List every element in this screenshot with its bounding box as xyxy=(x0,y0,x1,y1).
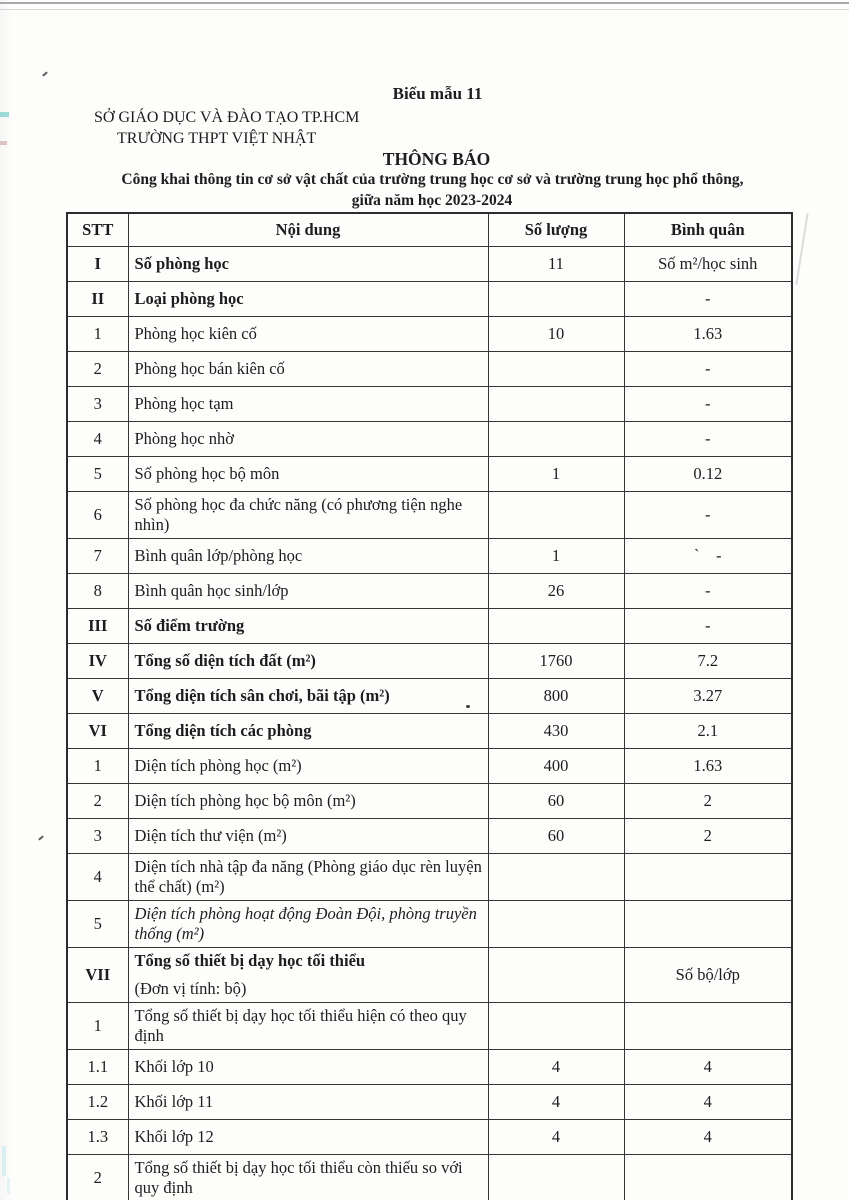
table-row xyxy=(67,784,792,819)
facilities-table-body xyxy=(67,247,792,1200)
table-row xyxy=(67,714,792,749)
scan-artifact-top-line xyxy=(0,2,849,10)
cell-noidung xyxy=(128,644,488,679)
cell-noidung xyxy=(128,819,488,854)
col-header-binhquan: Bình quân xyxy=(624,213,792,247)
cell-stt: 3 xyxy=(67,819,128,854)
cell-binhquan xyxy=(624,1155,792,1200)
form-number-label: Biểu mẫu 11 xyxy=(392,84,483,103)
cell-soluong: 10 xyxy=(488,317,624,352)
cell-stt: I xyxy=(67,247,128,282)
scan-mark-tick-middle xyxy=(38,835,44,840)
cell-stt: III xyxy=(67,609,128,644)
row-label: Số phòng học đa chức năng (có phương tiện nghe nhìn) xyxy=(134,495,463,534)
cell-noidung xyxy=(128,854,488,901)
table-row xyxy=(67,247,792,282)
cell-stt: 1 xyxy=(67,749,128,784)
cell-binhquan: Số m²/học sinh xyxy=(624,247,792,282)
table-row xyxy=(67,644,792,679)
cell-binhquan: - xyxy=(624,422,792,457)
cell-stt: IV xyxy=(67,644,128,679)
scan-artifact-pink-stripe xyxy=(0,141,7,145)
table-row xyxy=(67,1085,792,1120)
cell-binhquan: 1.63 xyxy=(624,317,792,352)
notice-subtitle-line1: Công khai thông tin cơ sở vật chất của trường trung học cơ sở và trường trung học phổ thông, xyxy=(121,171,744,188)
cell-noidung xyxy=(128,784,488,819)
row-label: Số phòng học bộ môn xyxy=(134,464,280,483)
cell-soluong: 60 xyxy=(488,819,624,854)
cell-noidung xyxy=(128,679,488,714)
cell-binhquan: 2 xyxy=(624,784,792,819)
table-row xyxy=(67,819,792,854)
cell-noidung xyxy=(128,422,488,457)
notice-subtitle-line2: giữa năm học 2023-2024 xyxy=(351,192,513,209)
cell-noidung xyxy=(128,948,488,1003)
cell-binhquan: 7.2 xyxy=(624,644,792,679)
row-label: Loại phòng học xyxy=(134,289,244,308)
cell-binhquan xyxy=(624,1003,792,1050)
table-row xyxy=(67,948,792,1003)
row-label: Tổng số thiết bị dạy học tối thiểu còn thiếu so với quy định xyxy=(134,1158,463,1197)
table-row xyxy=(67,422,792,457)
cell-stt: V xyxy=(67,679,128,714)
cell-stt: 8 xyxy=(67,574,128,609)
row-label: Diện tích nhà tập đa năng (Phòng giáo dục rèn luyện thể chất) (m²) xyxy=(134,857,482,896)
row-label: Tổng diện tích sân chơi, bãi tập (m²) xyxy=(134,686,390,705)
cell-binhquan: 4 xyxy=(624,1085,792,1120)
cell-stt: VII xyxy=(67,948,128,1003)
cell-binhquan: Số bộ/lớp xyxy=(624,948,792,1003)
table-row xyxy=(67,609,792,644)
cell-noidung xyxy=(128,1003,488,1050)
col-header-soluong: Số lượng xyxy=(488,213,624,247)
cell-binhquan: - xyxy=(624,609,792,644)
cell-soluong: 4 xyxy=(488,1085,624,1120)
row-label: Khối lớp 10 xyxy=(134,1057,214,1076)
cell-noidung xyxy=(128,247,488,282)
table-row xyxy=(67,1050,792,1085)
cell-noidung xyxy=(128,574,488,609)
table-row xyxy=(67,749,792,784)
facilities-table xyxy=(66,212,793,1200)
cell-noidung xyxy=(128,1050,488,1085)
cell-soluong: 4 xyxy=(488,1050,624,1085)
row-label: Phòng học bán kiên cố xyxy=(134,359,285,378)
table-row xyxy=(67,1155,792,1200)
table-row xyxy=(67,574,792,609)
cell-soluong: 26 xyxy=(488,574,624,609)
row-label: Khối lớp 11 xyxy=(134,1092,214,1111)
cell-noidung xyxy=(128,749,488,784)
cell-binhquan: 3.27 xyxy=(624,679,792,714)
cell-soluong: 400 xyxy=(488,749,624,784)
cell-noidung xyxy=(128,1120,488,1155)
cell-noidung xyxy=(128,457,488,492)
cell-soluong: 4 xyxy=(488,1120,624,1155)
row-label: Phòng học tạm xyxy=(134,394,234,413)
cell-binhquan xyxy=(624,901,792,948)
row-label: Tổng diện tích các phòng xyxy=(134,721,312,740)
table-row xyxy=(67,457,792,492)
col-header-noidung: Nội dung xyxy=(128,213,488,247)
cell-stt: 6 xyxy=(67,492,128,539)
table-row xyxy=(67,282,792,317)
row-label: Tổng số thiết bị dạy học tối thiểu xyxy=(134,951,366,970)
cell-binhquan: 4 xyxy=(624,1120,792,1155)
row-label: Khối lớp 12 xyxy=(134,1127,214,1146)
cell-soluong: 1760 xyxy=(488,644,624,679)
cell-binhquan: - xyxy=(624,282,792,317)
scan-artifact-cyan-stripe xyxy=(0,112,9,117)
cell-stt: 1 xyxy=(67,1003,128,1050)
cell-binhquan: 2.1 xyxy=(624,714,792,749)
table-row xyxy=(67,901,792,948)
cell-stt: 5 xyxy=(67,901,128,948)
cell-soluong xyxy=(488,352,624,387)
facilities-table-header xyxy=(67,213,792,247)
cell-soluong xyxy=(488,387,624,422)
row-sublabel: (Đơn vị tính: bộ) xyxy=(134,979,247,998)
cell-noidung xyxy=(128,539,488,574)
header-row xyxy=(67,213,792,247)
cell-soluong xyxy=(488,422,624,457)
cell-binhquan: 2 xyxy=(624,819,792,854)
table-row xyxy=(67,1120,792,1155)
cell-binhquan: - xyxy=(624,387,792,422)
cell-noidung xyxy=(128,714,488,749)
cell-soluong xyxy=(488,948,624,1003)
cell-soluong: 800 xyxy=(488,679,624,714)
row-label: Diện tích thư viện (m²) xyxy=(134,826,287,845)
cell-noidung xyxy=(128,352,488,387)
cell-soluong xyxy=(488,609,624,644)
row-label: Tổng số diện tích đất (m²) xyxy=(134,651,316,670)
cell-binhquan: 4 xyxy=(624,1050,792,1085)
scan-artifact-blue-stroke xyxy=(2,1146,6,1176)
cell-stt: 1.3 xyxy=(67,1120,128,1155)
cell-binhquan: - xyxy=(624,492,792,539)
row-label: Phòng học nhờ xyxy=(134,429,234,448)
cell-binhquan: - xyxy=(624,352,792,387)
cell-soluong: 430 xyxy=(488,714,624,749)
cell-noidung xyxy=(128,609,488,644)
cell-soluong xyxy=(488,1003,624,1050)
row-label: Số điểm trường xyxy=(134,616,245,635)
scan-artifact-blue-stroke xyxy=(7,1178,10,1194)
table-row xyxy=(67,387,792,422)
cell-stt: 2 xyxy=(67,784,128,819)
cell-noidung xyxy=(128,492,488,539)
department-name: SỞ GIÁO DỤC VÀ ĐÀO TẠO TP.HCM xyxy=(94,109,360,126)
row-label: Tổng số thiết bị dạy học tối thiểu hiện có theo quy định xyxy=(134,1006,467,1045)
cell-binhquan: - xyxy=(624,574,792,609)
row-label: Diện tích phòng học bộ môn (m²) xyxy=(134,791,356,810)
cell-noidung xyxy=(128,1085,488,1120)
cell-soluong: 11 xyxy=(488,247,624,282)
row-label: Bình quân học sinh/lớp xyxy=(134,581,289,600)
table-row xyxy=(67,492,792,539)
row-label: Số phòng học xyxy=(134,254,229,273)
cell-binhquan: ˋ - xyxy=(624,539,792,574)
cell-noidung xyxy=(128,901,488,948)
cell-noidung xyxy=(128,387,488,422)
notice-title: THÔNG BÁO xyxy=(382,149,491,169)
cell-soluong xyxy=(488,1155,624,1200)
cell-binhquan xyxy=(624,854,792,901)
cell-noidung xyxy=(128,1155,488,1200)
cell-stt: 4 xyxy=(67,422,128,457)
table-row xyxy=(67,539,792,574)
cell-stt: 1.1 xyxy=(67,1050,128,1085)
cell-soluong xyxy=(488,492,624,539)
row-label: Diện tích phòng học (m²) xyxy=(134,756,302,775)
cell-soluong xyxy=(488,854,624,901)
cell-soluong: 60 xyxy=(488,784,624,819)
school-name: TRƯỜNG THPT VIỆT NHẬT xyxy=(117,130,317,147)
cell-stt: 4 xyxy=(67,854,128,901)
cell-soluong: 1 xyxy=(488,539,624,574)
cell-binhquan: 1.63 xyxy=(624,749,792,784)
scan-artifact-diagonal-line xyxy=(795,213,808,284)
cell-stt: 3 xyxy=(67,387,128,422)
cell-stt: 7 xyxy=(67,539,128,574)
cell-noidung xyxy=(128,317,488,352)
row-label: Diện tích phòng hoạt động Đoàn Đội, phòng truyền thống (m²) xyxy=(134,904,477,943)
cell-stt: VI xyxy=(67,714,128,749)
row-label: Phòng học kiên cố xyxy=(134,324,257,343)
cell-soluong: 1 xyxy=(488,457,624,492)
cell-soluong xyxy=(488,901,624,948)
cell-stt: 2 xyxy=(67,352,128,387)
cell-soluong xyxy=(488,282,624,317)
cell-stt: II xyxy=(67,282,128,317)
table-row xyxy=(67,317,792,352)
scan-mark-tick-top xyxy=(42,71,48,76)
cell-stt: 2 xyxy=(67,1155,128,1200)
cell-stt: 5 xyxy=(67,457,128,492)
cell-noidung xyxy=(128,282,488,317)
row-label: Bình quân lớp/phòng học xyxy=(134,546,303,565)
col-header-stt: STT xyxy=(67,213,128,247)
table-row xyxy=(67,1003,792,1050)
cell-binhquan: 0.12 xyxy=(624,457,792,492)
table-row xyxy=(67,854,792,901)
cell-stt: 1 xyxy=(67,317,128,352)
table-row xyxy=(67,352,792,387)
table-row xyxy=(67,679,792,714)
cell-stt: 1.2 xyxy=(67,1085,128,1120)
